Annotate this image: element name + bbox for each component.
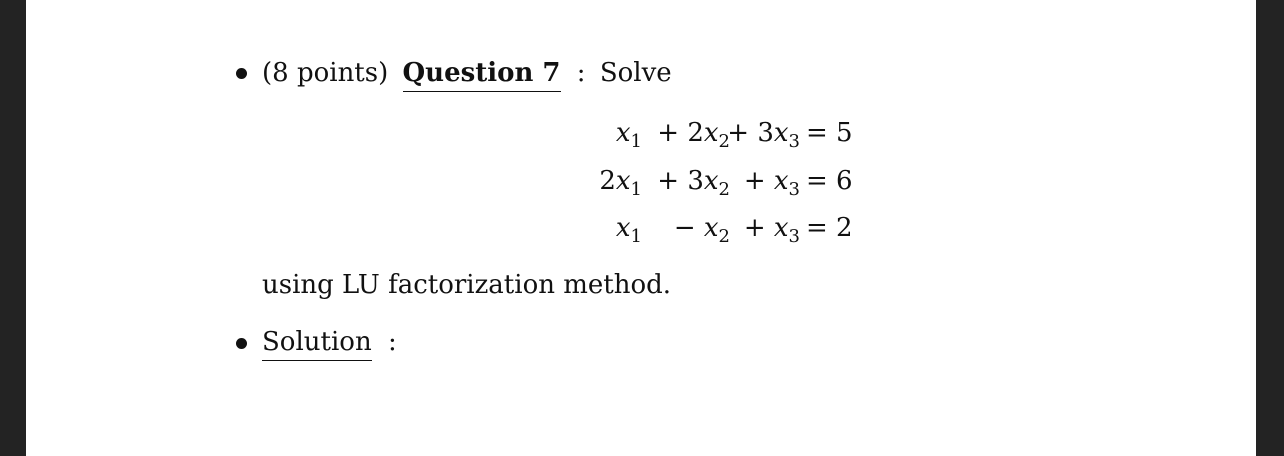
equation-rhs: = 6 — [806, 166, 853, 196]
bullet-icon — [236, 338, 247, 349]
equation-row — [26, 215, 1256, 245]
solution-line — [262, 329, 397, 355]
equation-term: $x_1$ — [615, 118, 642, 152]
equation-term: $2x_1$ — [599, 166, 642, 200]
equation-term: $x_1$ — [615, 213, 642, 247]
document-page — [26, 0, 1256, 456]
equation-row — [26, 168, 1256, 198]
bullet-icon — [236, 68, 247, 79]
equation-term: + $3x_3$ — [727, 118, 800, 152]
solution-label: Solution — [262, 327, 372, 361]
equation-term: + $2x_2$ — [657, 118, 730, 152]
question-colon: : — [576, 58, 586, 88]
equation-term: − $x_2$ — [673, 213, 730, 247]
equation-rhs: = 2 — [806, 213, 853, 243]
equation-rhs: = 5 — [806, 118, 853, 148]
solution-colon: : — [387, 327, 397, 357]
question-line — [262, 60, 672, 86]
question-points: (8 points) — [262, 58, 389, 88]
equation-term: + $x_3$ — [743, 213, 800, 247]
equation-term: + $3x_2$ — [657, 166, 730, 200]
method-text: using LU factorization method. — [262, 270, 672, 300]
question-title: Question 7 — [403, 58, 561, 92]
equation-row — [26, 120, 1256, 150]
equation-term: + $x_3$ — [743, 166, 800, 200]
question-prompt: Solve — [599, 58, 672, 88]
